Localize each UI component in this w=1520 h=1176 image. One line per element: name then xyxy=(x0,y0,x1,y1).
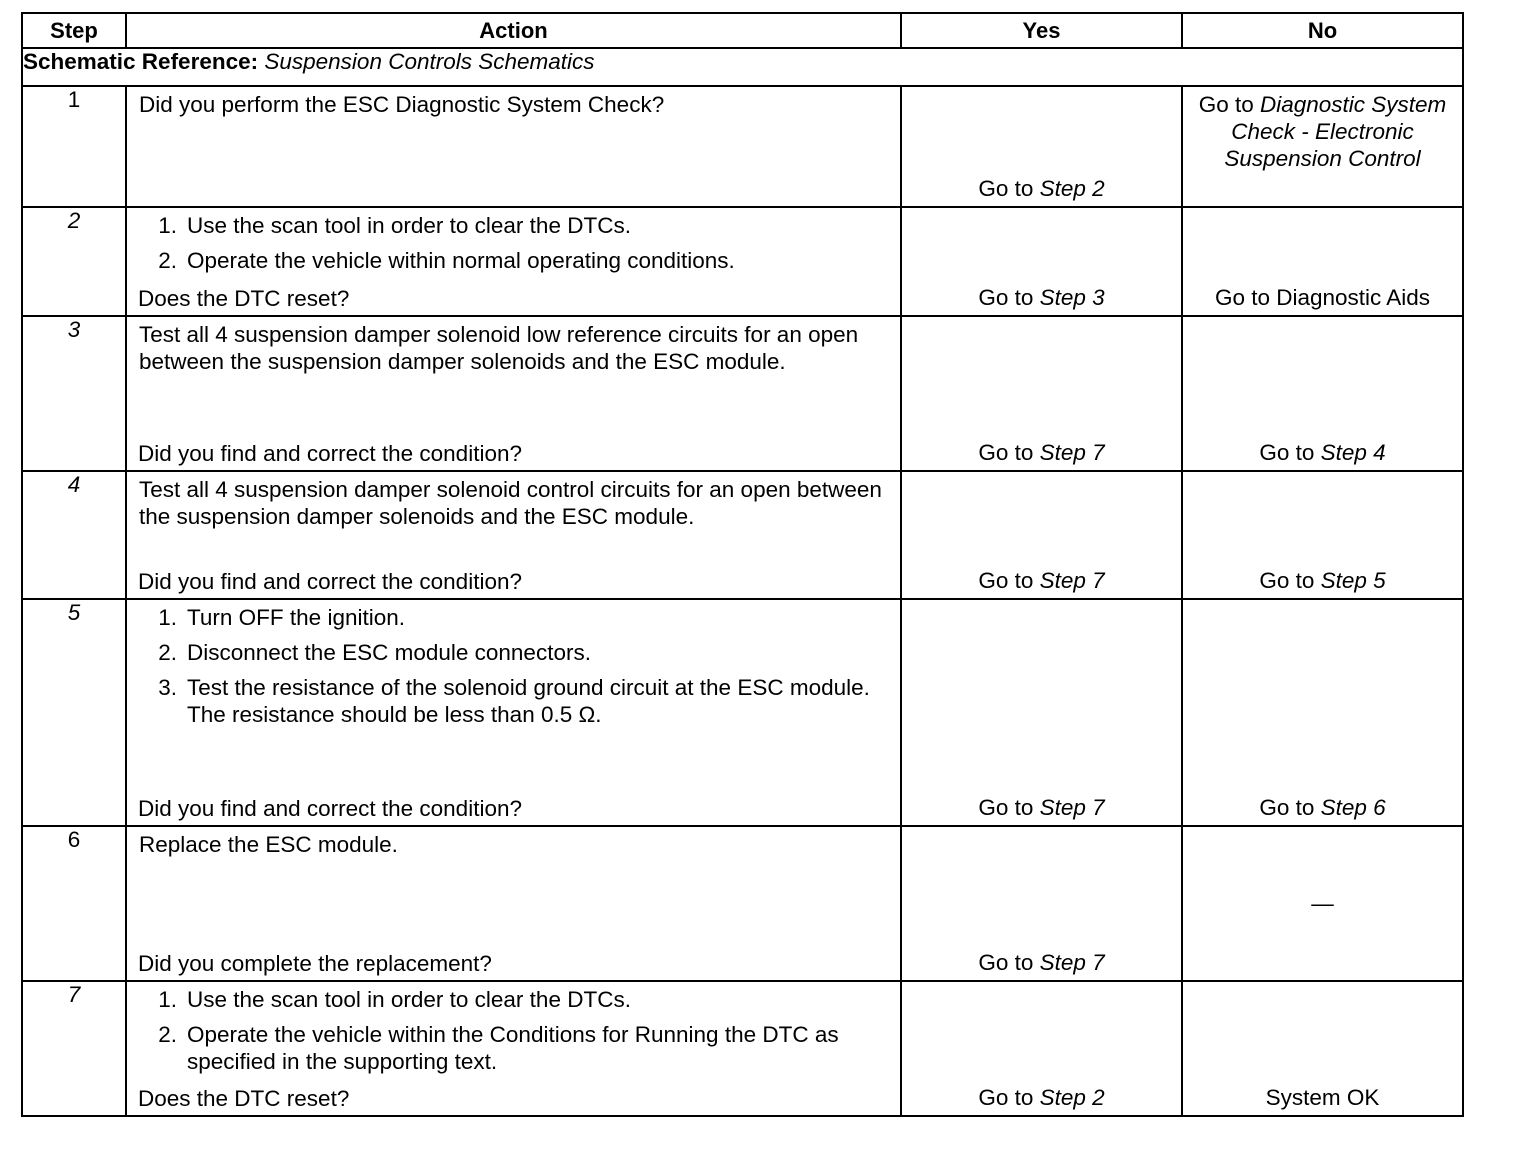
yes-link[interactable]: Step 2 xyxy=(1039,176,1105,201)
header-action: Action xyxy=(126,13,901,48)
action-question: Did you find and correct the condition? xyxy=(138,569,522,594)
header-step: Step xyxy=(22,13,126,48)
step-number: 6 xyxy=(22,826,126,981)
no-link[interactable]: Diagnostic System Check - Electronic Suspension Control xyxy=(1224,92,1447,171)
action-cell xyxy=(126,471,901,599)
step-number: 3 xyxy=(22,316,126,471)
action-text: Did you perform the ESC Diagnostic System Check? xyxy=(139,92,665,117)
yes-cell: Go to Step 2 xyxy=(901,981,1182,1116)
no-link[interactable]: Step 6 xyxy=(1320,795,1386,820)
action-text: Test all 4 suspension damper solenoid control circuits for an open between the suspension damper solenoids and the ESC module. xyxy=(139,477,882,529)
action-cell xyxy=(126,981,901,1116)
no-cell: Go to Step 5 xyxy=(1182,471,1463,599)
no-prefix: Go to xyxy=(1198,92,1260,117)
yes-cell xyxy=(901,86,1182,207)
table-row xyxy=(22,981,1463,1116)
header-row xyxy=(22,13,1463,48)
action-cell xyxy=(126,599,901,826)
yes-link[interactable]: Step 2 xyxy=(1039,1085,1105,1110)
no-cell xyxy=(1182,86,1463,207)
list-item: 3. Test the resistance of the solenoid ground circuit at the ESC module. The resistance should be less than 0.5 Ω. xyxy=(158,675,870,727)
table-row xyxy=(22,826,1463,981)
yes-link[interactable]: Step 7 xyxy=(1039,568,1105,593)
step-number: 2 xyxy=(22,207,126,316)
action-steps xyxy=(139,986,890,1075)
no-cell: Go to Step 4 xyxy=(1182,316,1463,471)
action-question: Does the DTC reset? xyxy=(138,286,350,311)
list-item: 2. Operate the vehicle within normal operating conditions. xyxy=(158,248,735,273)
action-steps xyxy=(139,604,890,728)
yes-cell: Go to Step 7 xyxy=(901,316,1182,471)
action-cell xyxy=(126,826,901,981)
table-row xyxy=(22,86,1463,207)
action-text: Test all 4 suspension damper solenoid low reference circuits for an open between the suspension damper solenoids and the ESC module. xyxy=(139,322,859,374)
no-link[interactable]: System OK xyxy=(1265,1085,1380,1110)
step-number: 1 xyxy=(22,86,126,207)
no-link[interactable]: Step 5 xyxy=(1320,568,1386,593)
no-link[interactable]: Go to Diagnostic Aids xyxy=(1214,285,1431,310)
yes-cell: Go to Step 7 xyxy=(901,471,1182,599)
reference-value: Suspension Controls Schematics xyxy=(264,49,595,74)
yes-link[interactable]: Step 7 xyxy=(1039,795,1105,820)
diagnostic-table xyxy=(21,12,1464,1117)
header-yes: Yes xyxy=(901,13,1182,48)
yes-cell: Go to Step 3 xyxy=(901,207,1182,316)
yes-prefix: Go to xyxy=(978,176,1040,201)
table-row xyxy=(22,316,1463,471)
table-row xyxy=(22,471,1463,599)
action-cell xyxy=(126,316,901,471)
no-dash: — xyxy=(1311,890,1334,916)
action-text: Replace the ESC module. xyxy=(139,832,398,857)
action-steps xyxy=(139,212,890,274)
action-cell xyxy=(126,207,901,316)
list-item: 1. Turn OFF the ignition. xyxy=(158,605,406,630)
list-item: 2. Disconnect the ESC module connectors. xyxy=(158,640,591,665)
table-row xyxy=(22,207,1463,316)
yes-cell: Go to Step 7 xyxy=(901,599,1182,826)
no-cell xyxy=(1182,207,1463,316)
no-cell: Go to Step 6 xyxy=(1182,599,1463,826)
step-number: 7 xyxy=(22,981,126,1116)
table-row xyxy=(22,599,1463,826)
list-item: 1. Use the scan tool in order to clear the DTCs. xyxy=(158,213,631,238)
yes-link[interactable]: Step 7 xyxy=(1039,950,1105,975)
step-number: 4 xyxy=(22,471,126,599)
no-cell xyxy=(1182,826,1463,981)
list-item: 1. Use the scan tool in order to clear the DTCs. xyxy=(158,987,631,1012)
action-question: Did you find and correct the condition? xyxy=(138,796,522,821)
header-no: No xyxy=(1182,13,1463,48)
yes-link[interactable]: Step 7 xyxy=(1039,440,1105,465)
action-question: Did you find and correct the condition? xyxy=(138,441,522,466)
reference-label: Schematic Reference: xyxy=(23,49,259,74)
schematic-reference xyxy=(22,48,1463,86)
action-question: Does the DTC reset? xyxy=(138,1086,350,1111)
no-link[interactable]: Step 4 xyxy=(1320,440,1386,465)
action-question: Did you complete the replacement? xyxy=(138,951,492,976)
yes-cell: Go to Step 7 xyxy=(901,826,1182,981)
list-item: 2. Operate the vehicle within the Conditions for Running the DTC as specified in the supporting text. xyxy=(158,1022,839,1074)
reference-row xyxy=(22,48,1463,86)
step-number: 5 xyxy=(22,599,126,826)
no-cell xyxy=(1182,981,1463,1116)
action-cell xyxy=(126,86,901,207)
yes-link[interactable]: Step 3 xyxy=(1039,285,1105,310)
